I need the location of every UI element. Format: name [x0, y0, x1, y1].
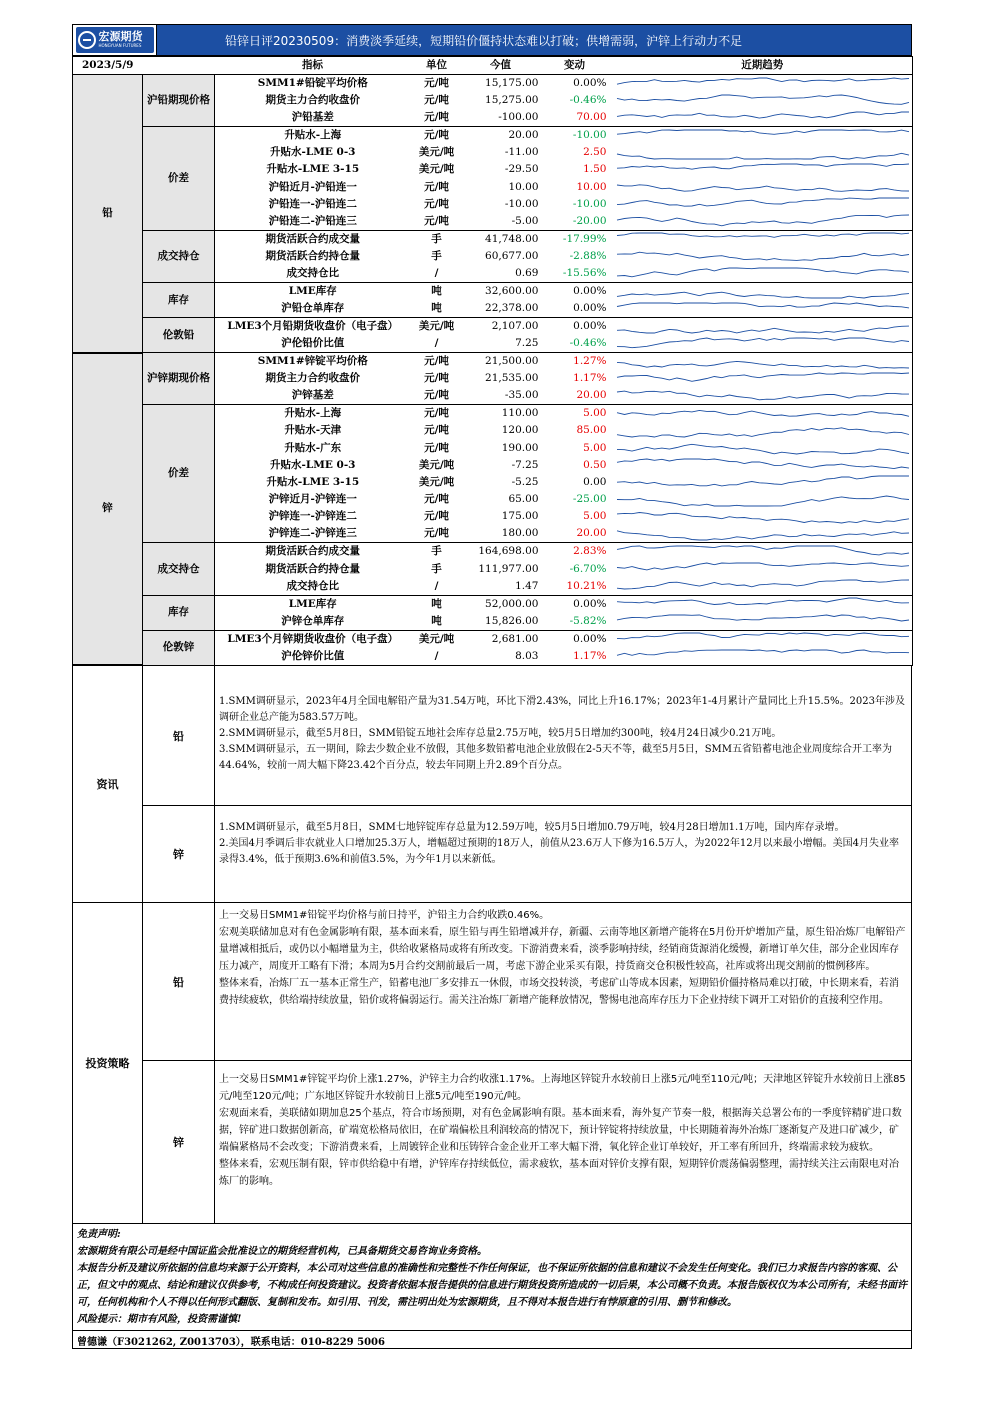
unit-cell: 元/吨: [424, 510, 449, 523]
unit-cell: 元/吨: [424, 129, 449, 142]
unit-cell: 元/吨: [424, 77, 449, 89]
trend-cell: [613, 75, 913, 93]
indicator-name: LME3个月铅期货收盘价（电子盘）: [227, 320, 399, 333]
lead-category: 铅: [73, 75, 143, 353]
group-label: 成交持仓: [143, 230, 215, 282]
unit-cell: /: [411, 578, 463, 596]
today-value: 15,826.00: [463, 613, 543, 631]
trend-cell: [613, 127, 913, 145]
change-value: 0.00: [583, 475, 607, 488]
analyst-footer: 曾德谦（F3021262, Z0013703），联系电话：010-8229 5006: [72, 1331, 912, 1349]
report-header: [72, 24, 912, 56]
table-row: [73, 230, 913, 248]
company-logo: [73, 25, 157, 55]
trend-cell: [613, 387, 913, 405]
change-value: -20.00: [543, 213, 613, 231]
logo-mark-icon: [78, 31, 96, 49]
change-value: 5.00: [583, 407, 607, 420]
trend-cell: [613, 318, 913, 336]
unit-cell: 美元/吨: [418, 320, 455, 333]
today-value: 22,378.00: [463, 300, 543, 318]
unit-cell: 元/吨: [411, 109, 463, 127]
change-value: 20.00: [543, 387, 613, 405]
trend-sparkline: [613, 474, 913, 490]
unit-cell: 元/吨: [424, 407, 449, 420]
today-value: 52,000.00: [485, 597, 539, 610]
trend-cell: [613, 630, 913, 648]
zinc-category: 锌: [73, 353, 143, 666]
today-value: 32,600.00: [485, 285, 539, 298]
disclaimer: [72, 1224, 912, 1331]
indicator-name: 沪锌近月-沪锌连一: [268, 493, 357, 506]
table-row: [73, 543, 913, 561]
trend-cell: [613, 525, 913, 543]
today-value: -10.00: [504, 197, 539, 210]
report-date: 2023/5/9: [73, 57, 143, 75]
strategy-lead-label: 铅: [143, 903, 215, 1060]
indicator-name: 沪锌连一-沪锌连二: [268, 510, 357, 523]
unit-cell: 元/吨: [424, 180, 449, 193]
today-value: 164,698.00: [478, 545, 539, 558]
indicator-name: LME库存: [288, 597, 337, 610]
change-value: -2.88%: [569, 250, 607, 263]
indicator-name: 沪锌基差: [215, 387, 411, 405]
today-value: 120.00: [501, 424, 539, 437]
indicator-name: 升贴水-上海: [284, 129, 342, 142]
change-value: 10.21%: [543, 578, 613, 596]
indicator-name: LME3个月锌期货收盘价（电子盘）: [227, 632, 399, 645]
strategy-lead-p2: 宏观美联储加息对有色金属影响有限，基本面来看，原生铅与再生铅增减并存，新疆、云南等地区新增产能将在5月份开炉增加产量，原生铅冶炼厂电解铅产量增减相抵后，或仍以小幅增量为主，供给收紧格局或将有所改变。下游消费来看，淡季影响持续，经销商货源消化缓慢，新增订单欠佳，部分企业因库存压力减产，周度开工略有下滑；本周为5月合约交割前最后一周，考虑下游企业采买有限，持货商交仓积极性较高，社库或将出现交割前的惯例移库。: [219, 927, 906, 973]
group-label: 伦敦锌: [143, 630, 215, 665]
trend-cell: [613, 179, 913, 196]
unit-cell: 元/吨: [424, 94, 449, 107]
today-value: 1.47: [463, 578, 543, 596]
trend-sparkline: [613, 631, 913, 647]
today-value: -100.00: [463, 109, 543, 127]
unit-cell: 元/吨: [411, 525, 463, 543]
group-label: 成交持仓: [143, 543, 215, 595]
trend-sparkline: [613, 423, 913, 439]
unit-cell: 手: [431, 232, 442, 245]
news-zinc-label: 锌: [143, 806, 215, 902]
trend-sparkline: [613, 249, 913, 265]
trend-cell: [613, 196, 913, 213]
change-value: -10.00: [572, 197, 607, 210]
unit-cell: 元/吨: [424, 493, 449, 506]
indicator-name: 成交持仓比: [215, 265, 411, 283]
group-label: 沪锌期现价格: [143, 353, 215, 405]
indicator-name: 沪铅基差: [215, 109, 411, 127]
indicator-name: LME库存: [288, 285, 337, 298]
news-section: [72, 666, 912, 903]
trend-sparkline: [613, 596, 913, 612]
change-value: 1.17%: [543, 648, 613, 666]
logo-cn: 宏源期货: [98, 30, 143, 43]
group-label: 库存: [143, 283, 215, 318]
disclaimer-line-3: 风险提示：期市有风险，投资需谨慎!: [77, 1314, 242, 1326]
indicator-name: 期货活跃合约成交量: [265, 545, 360, 558]
unit-cell: /: [411, 265, 463, 283]
col-change: 变动: [543, 57, 613, 75]
strategy-zinc: [143, 1061, 911, 1223]
change-value: 0.00%: [573, 285, 607, 298]
trend-sparkline: [613, 578, 913, 594]
unit-cell: 手: [431, 545, 442, 558]
indicator-name: 期货主力合约收盘价: [265, 372, 360, 385]
change-value: 0.00%: [573, 320, 607, 333]
trend-cell: [613, 300, 913, 318]
indicator-name: 沪伦铅价比值: [215, 335, 411, 353]
trend-sparkline: [613, 213, 913, 229]
change-value: -10.00: [572, 129, 607, 142]
news-zinc-p1: 1.SMM调研显示，截至5月8日，SMM七地锌锭库存总量为12.59万吨，较5月5日增加0.79万吨，较4月28日增加1.1万吨，国内库存录增。: [219, 822, 845, 834]
strategy-lead-p1: 上一交易日SMM1#铅锭平均价格与前日持平，沪铅主力合约收跌0.46%。: [219, 910, 550, 922]
news-lead-p2: 2.SMM调研显示，截至5月8日，SMM铅锭五地社会库存总量2.75万吨，较5月5日增加约300吨，较4月24日减少0.21万吨。: [219, 728, 782, 740]
change-value: -25.00: [572, 493, 607, 506]
change-value: 0.00%: [573, 77, 607, 89]
col-trend: 近期趋势: [613, 57, 913, 75]
disclaimer-title: 免责声明:: [77, 1229, 121, 1241]
indicator-name: 成交持仓比: [215, 578, 411, 596]
today-value: 110.00: [501, 407, 539, 420]
indicator-name: 沪锌仓单库存: [215, 613, 411, 631]
indicator-name: 升贴水-LME 3-15: [266, 475, 360, 488]
indicator-name: 沪铅连二-沪铅连三: [215, 213, 411, 231]
today-value: 2,107.00: [491, 320, 539, 333]
change-value: -15.56%: [543, 265, 613, 283]
indicator-name: 期货活跃合约成交量: [265, 232, 360, 245]
trend-sparkline: [613, 128, 913, 144]
unit-cell: 吨: [411, 300, 463, 318]
today-value: 65.00: [508, 493, 539, 506]
disclaimer-line-1: 宏源期货有限公司是经中国证监会批准设立的期货经营机构，已具备期货交易咨询业务资格。: [77, 1246, 487, 1258]
trend-cell: [613, 265, 913, 283]
trend-cell: [613, 613, 913, 631]
trend-sparkline: [613, 336, 913, 352]
today-value: 175.00: [501, 510, 539, 523]
change-value: 2.83%: [573, 545, 607, 558]
trend-sparkline: [613, 406, 913, 422]
table-row: [73, 75, 913, 93]
today-value: 15,275.00: [485, 94, 539, 107]
indicator-name: SMM1#铅锭平均价格: [257, 77, 368, 89]
unit-cell: /: [411, 335, 463, 353]
change-value: 1.27%: [573, 355, 607, 368]
trend-sparkline: [613, 179, 913, 195]
unit-cell: 元/吨: [424, 372, 449, 385]
change-value: 5.00: [583, 510, 607, 523]
change-value: 0.00%: [573, 597, 607, 610]
indicator-name: 沪锌连二-沪锌连三: [215, 525, 411, 543]
trend-cell: [613, 92, 913, 109]
change-value: -0.46%: [569, 94, 607, 107]
report-title: 铅锌日评20230509：消费淡季延续，短期铅价僵持状态难以打破；供增需弱，沪锌上行动力不足: [157, 25, 911, 55]
table-header-row: [73, 57, 913, 75]
table-row: [73, 283, 913, 301]
unit-cell: 手: [431, 562, 442, 575]
change-value: 1.50: [583, 163, 607, 176]
trend-cell: [613, 335, 913, 353]
indicator-name: 期货主力合约收盘价: [265, 94, 360, 107]
change-value: -17.99%: [562, 232, 607, 245]
trend-cell: [613, 440, 913, 457]
indicator-name: 升贴水-LME 0-3: [270, 146, 356, 159]
news-lead-p3: 3.SMM调研显示，五一期间，除去少数企业不放假，其他多数铅蓄电池企业放假在2-5天不等，截至5月5日，SMM五省铅蓄电池企业周度综合开工率为44.64%，较前一周大幅下降23.42个百分点，较去年同期上升2.89个百分点。: [219, 744, 893, 772]
today-value: -5.25: [511, 475, 539, 488]
indicator-name: 沪铅连一-沪铅连二: [268, 197, 357, 210]
indicator-name: 期货活跃合约持仓量: [265, 562, 360, 575]
col-indicator: 指标: [215, 57, 411, 75]
today-value: 180.00: [463, 525, 543, 543]
change-value: 2.50: [583, 146, 607, 159]
strategy-section: [72, 903, 912, 1224]
trend-sparkline: [613, 76, 913, 92]
trend-cell: [613, 161, 913, 178]
trend-cell: [613, 491, 913, 508]
trend-cell: [613, 144, 913, 161]
today-value: -5.00: [463, 213, 543, 231]
trend-sparkline: [613, 440, 913, 456]
change-value: -5.82%: [543, 613, 613, 631]
trend-cell: [613, 230, 913, 248]
indicator-name: 升贴水-LME 0-3: [270, 458, 356, 471]
trend-cell: [613, 560, 913, 577]
today-value: 15,175.00: [485, 77, 539, 89]
strategy-zinc-p1: 上一交易日SMM1#锌锭平均价上涨1.27%，沪锌主力合约收涨1.17%。上海地区锌锭升水较前日上涨5元/吨至110元/吨；天津地区锌锭升水较前日上涨85元/吨至120元/吨；广东地区锌锭升水较前日上涨5元/吨至190元/吨。: [219, 1074, 906, 1103]
trend-sparkline: [613, 266, 913, 282]
indicator-name: 沪铅仓单库存: [215, 300, 411, 318]
strategy-zinc-p3: 整体来看，宏观压制有限，锌市供给稳中有增，沪锌库存持续低位，需求疲软，基本面对锌价支撑有限，短期锌价震荡偏弱整理，需持续关注云南限电对冶炼厂的影响。: [219, 1159, 899, 1188]
unit-cell: 吨: [431, 285, 442, 298]
group-label: 库存: [143, 595, 215, 630]
trend-sparkline: [613, 354, 913, 370]
trend-sparkline: [613, 526, 913, 542]
data-table: [72, 56, 913, 666]
change-value: 0.00%: [543, 300, 613, 318]
trend-sparkline: [613, 544, 913, 560]
trend-cell: [613, 508, 913, 525]
table-row: [73, 318, 913, 336]
change-value: -6.70%: [569, 562, 607, 575]
news-lead: [143, 666, 911, 806]
news-lead-label: 铅: [143, 666, 215, 805]
unit-cell: 美元/吨: [418, 475, 455, 488]
unit-cell: 美元/吨: [418, 146, 455, 159]
unit-cell: /: [411, 648, 463, 666]
trend-cell: [613, 648, 913, 666]
trend-sparkline: [613, 492, 913, 508]
table-row: [73, 127, 913, 145]
change-value: 10.00: [576, 180, 607, 193]
unit-cell: 美元/吨: [418, 458, 455, 471]
change-value: 85.00: [576, 424, 607, 437]
trend-sparkline: [613, 284, 913, 300]
change-value: 20.00: [543, 525, 613, 543]
trend-sparkline: [613, 196, 913, 212]
today-value: 7.25: [463, 335, 543, 353]
today-value: -11.00: [504, 146, 539, 159]
today-value: 21,535.00: [485, 372, 539, 385]
trend-cell: [613, 248, 913, 265]
trend-cell: [613, 283, 913, 301]
today-value: 0.69: [463, 265, 543, 283]
trend-cell: [613, 109, 913, 127]
trend-sparkline: [613, 371, 913, 387]
indicator-name: 期货活跃合约持仓量: [265, 250, 360, 263]
trend-cell: [613, 213, 913, 231]
trend-cell: [613, 578, 913, 596]
strategy-lead-p3: 整体来看，冶炼厂五一基本正常生产，铅蓄电池厂多安排五一休假，市场交投转淡，考虑矿山等成本因素，短期铅价僵持格局难以打破，中长期来看，若消费持续疲软，供给端持续放量，铅价或将偏弱运行。需关注冶炼厂新增产能释放情况，警惕电池高库存压力下企业持续下调开工对铅价的直接利空作用。: [219, 978, 899, 1007]
col-today: 今值: [463, 57, 543, 75]
news-zinc-p2: 2.美国4月季调后非农就业人口增加25.3万人，增幅超过预期的18万人，前值从23.6万人下修为16.5万人，为2022年12月以来最小增幅。美国4月失业率录得3.4%，低于预期3.6%和前值3.5%，为今年1月以来新低。: [219, 838, 899, 866]
change-value: 0.50: [583, 458, 607, 471]
strategy-title: 投资策略: [73, 903, 143, 1223]
trend-cell: [613, 457, 913, 474]
trend-cell: [613, 422, 913, 439]
strategy-lead: [143, 903, 911, 1061]
unit-cell: 吨: [431, 597, 442, 610]
trend-cell: [613, 353, 913, 371]
trend-sparkline: [613, 561, 913, 577]
indicator-name: 升贴水-广东: [284, 441, 342, 454]
change-value: 1.17%: [573, 372, 607, 385]
table-row: [73, 630, 913, 648]
unit-cell: 美元/吨: [418, 163, 455, 176]
trend-sparkline: [613, 162, 913, 178]
indicator-name: 沪伦锌价比值: [215, 648, 411, 666]
today-value: 2,681.00: [491, 632, 539, 645]
trend-sparkline: [613, 648, 913, 664]
today-value: 41,748.00: [485, 232, 539, 245]
trend-cell: [613, 474, 913, 491]
trend-sparkline: [613, 388, 913, 404]
trend-sparkline: [613, 145, 913, 161]
group-label: 沪铅期现价格: [143, 75, 215, 127]
indicator-name: 升贴水-上海: [284, 407, 342, 420]
trend-sparkline: [613, 93, 913, 109]
change-value: 5.00: [583, 441, 607, 454]
change-value: 70.00: [543, 109, 613, 127]
unit-cell: 元/吨: [411, 213, 463, 231]
today-value: 20.00: [508, 129, 539, 142]
trend-cell: [613, 543, 913, 561]
trend-cell: [613, 595, 913, 613]
unit-cell: 手: [431, 250, 442, 263]
unit-cell: 元/吨: [411, 387, 463, 405]
table-row: [73, 405, 913, 423]
today-value: -29.50: [504, 163, 539, 176]
trend-sparkline: [613, 457, 913, 473]
indicator-name: 沪铅近月-沪铅连一: [268, 180, 357, 193]
table-row: [73, 595, 913, 613]
table-row: [73, 353, 913, 371]
strategy-zinc-p2: 宏观面来看，美联储如期加息25个基点，符合市场预期，对有色金属影响有限。基本面来看，海外复产节奏一般，根据海关总署公布的一季度锌精矿进口数据，锌矿进口数据创新高，矿端宽松格局依旧，在矿端偏松且利润较高的情况下，预计锌锭将持续放量，中长期随着海外冶炼厂逐渐复产及进口矿减少，矿端偏紧格局不会改变；下游消费来看，上周镀锌企业和压铸锌合金企业开工率大幅下滑，氧化锌企业订单较好，开工率有所回升，终端需求较为疲软。: [219, 1108, 902, 1154]
today-value: 190.00: [501, 441, 539, 454]
today-value: -35.00: [463, 387, 543, 405]
unit-cell: 元/吨: [424, 197, 449, 210]
col-unit: 单位: [411, 57, 463, 75]
trend-sparkline: [613, 613, 913, 629]
trend-cell: [613, 370, 913, 387]
disclaimer-line-2: 本报告分析及建议所依据的信息均来源于公开资料，本公司对这些信息的准确性和完整性不作任何保证，也不保证所依据的信息和建议不会发生任何变化。我们已力求报告内容的客观、公正，但文中的观点、结论和建议仅供参考，不构成任何投资建议。投资者依据本报告提供的信息进行期货投资所造成的一切后果，本公司概不负责。本报告版权仅为本公司所有，未经书面许可，任何机构和个人不得以任何形式翻版、复制和发布。如引用、刊发，需注明出处为宏源期货，且不得对本报告进行有悖原意的引用、删节和修改。: [77, 1263, 907, 1309]
today-value: -7.25: [511, 458, 539, 471]
trend-sparkline: [613, 231, 913, 247]
group-label: 价差: [143, 405, 215, 543]
today-value: 21,500.00: [485, 355, 539, 368]
unit-cell: 吨: [411, 613, 463, 631]
trend-sparkline: [613, 509, 913, 525]
news-lead-p1: 1.SMM调研显示，2023年4月全国电解铅产量为31.54万吨，环比下滑2.43%，同比上升16.17%；2023年1-4月累计产量同比上升15.5%。2023年涉及调研企业总产能为583.57万吨。: [219, 696, 905, 724]
logo-en: HONGYUAN FUTURES: [98, 43, 142, 48]
trend-cell: [613, 405, 913, 423]
indicator-name: 升贴水-天津: [284, 424, 342, 437]
unit-cell: 美元/吨: [418, 632, 455, 645]
trend-sparkline: [613, 301, 913, 317]
unit-cell: 元/吨: [424, 424, 449, 437]
today-value: 10.00: [508, 180, 539, 193]
strategy-zinc-label: 锌: [143, 1061, 215, 1223]
unit-cell: 元/吨: [424, 441, 449, 454]
group-label: 伦敦铅: [143, 318, 215, 353]
news-title: 资讯: [73, 666, 143, 902]
indicator-name: SMM1#锌锭平均价格: [257, 355, 368, 368]
indicator-name: 升贴水-LME 3-15: [266, 163, 360, 176]
today-value: 8.03: [463, 648, 543, 666]
unit-cell: 元/吨: [424, 355, 449, 368]
today-value: 111,977.00: [478, 562, 539, 575]
trend-sparkline: [613, 319, 913, 335]
trend-sparkline: [613, 110, 913, 126]
change-value: -0.46%: [543, 335, 613, 353]
news-zinc: [143, 806, 911, 902]
group-label: 价差: [143, 127, 215, 231]
today-value: 60,677.00: [485, 250, 539, 263]
change-value: 0.00%: [573, 632, 607, 645]
